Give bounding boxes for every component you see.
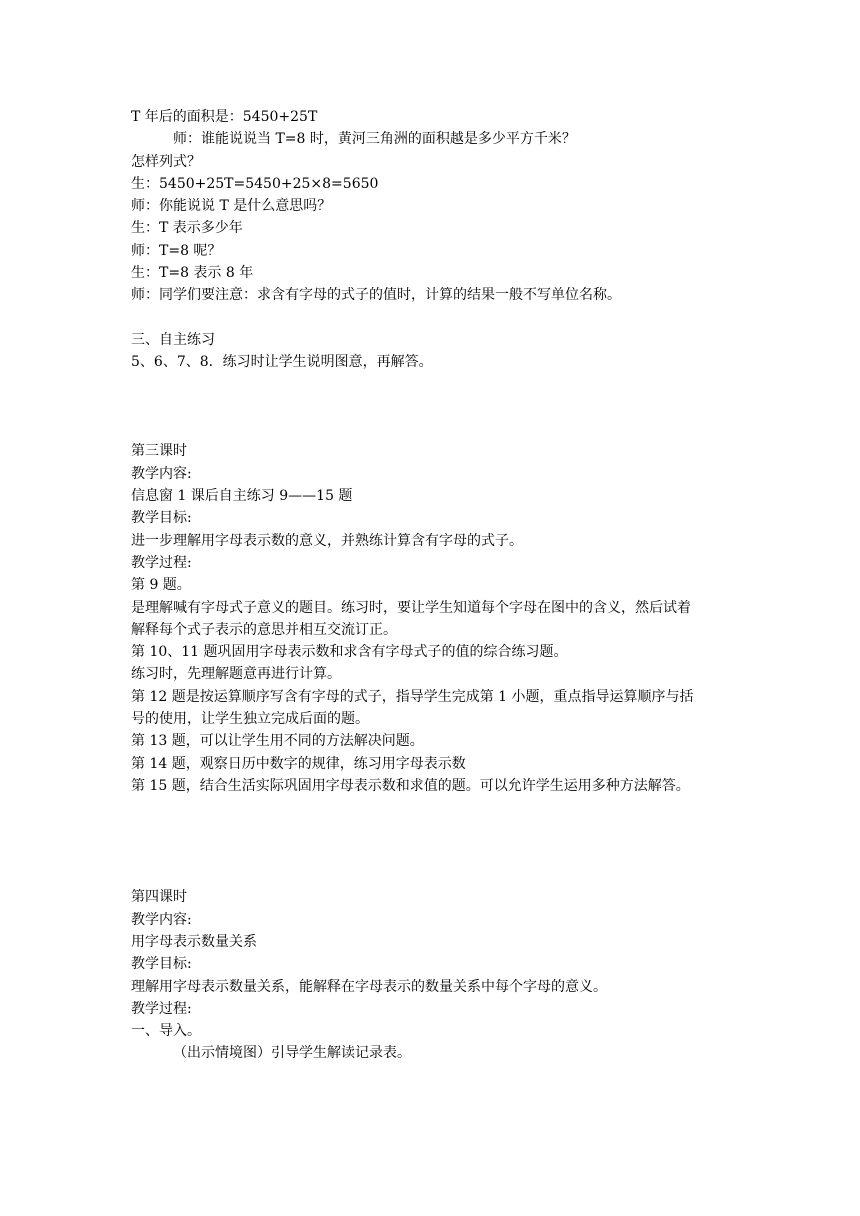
text-line: 教学过程: [131,554,192,571]
spacer [131,797,751,886]
self-practice-section [131,329,751,374]
text-line: 第 13 题，可以让学生用不同的方法解决问题。 [131,733,424,750]
text-line: 一、导入。 [131,1023,201,1040]
text-line: 解释每个式子表示的意思并相互交流订正。 [131,621,397,638]
text-line: 生：T=8 表示 8 年 [131,265,254,282]
text-line: 号的使用，让学生独立完成后面的题。 [131,711,369,728]
text-line: 师：同学们要注意：求含有字母的式子的值时，计算的结果一般不写单位名称。 [131,287,621,304]
text-line: 第 15 题，结合生活实际巩固用字母表示数和求值的题。可以允许学生运用多种方法解答。 [131,777,690,794]
section-heading: 三、自主练习 [131,331,215,348]
text-line: 第 9 题。 [131,577,191,594]
dialogue-section [131,106,751,307]
spacer [131,374,751,441]
text-line: T 年后的面积是：5450+25T [131,109,318,125]
text-line: 教学内容: [131,465,192,482]
text-line: 进一步理解用字母表示数的意义，并熟练计算含有字母的式子。 [131,532,523,549]
text-line: 教学内容: [131,911,192,928]
lesson-three-section [131,440,751,797]
text-line: 用字母表示数量关系 [131,933,257,950]
text-line: 第 10、11 题巩固用字母表示数和求含有字母式子的值的综合练习题。 [131,644,568,661]
text-line: 第 14 题，观察日历中数字的规律，练习用字母表示数 [131,755,466,772]
lesson-four-section [131,886,751,1064]
lesson-title: 第四课时 [131,889,187,906]
text-line: 5、6、7、8．练习时让学生说明图意，再解答。 [131,354,433,371]
text-line: 练习时，先理解题意再进行计算。 [131,666,341,683]
document-page [131,106,751,1065]
text-line: 教学目标: [131,956,192,973]
text-line: 师：T=8 呢？ [131,242,222,259]
text-line: 是理解喊有字母式子意义的题目。练习时，要让学生知道每个字母在图中的含义，然后试着 [131,599,691,616]
text-line: 教学过程: [131,1000,192,1017]
text-line: 生：5450+25T=5450+25×8=5650 [131,175,379,192]
text-line: 师：你能说说 T 是什么意思吗？ [131,198,332,215]
text-line: （出示情境图）引导学生解读记录表。 [173,1045,411,1062]
text-line: 理解用字母表示数量关系，能解释在字母表示的数量关系中每个字母的意义。 [131,978,607,995]
text-line: 怎样列式？ [131,153,201,170]
lesson-title: 第三课时 [131,443,187,460]
text-line: 师：谁能说说当 T=8 时，黄河三角洲的面积越是多少平方千米？ [173,131,576,148]
text-line: 生：T 表示多少年 [131,220,243,237]
text-line: 第 12 题是按运算顺序写含有字母的式子，指导学生完成第 1 小题，重点指导运算顺序与括 [131,688,694,705]
text-line: 教学目标: [131,510,192,527]
spacer [131,307,751,329]
text-line: 信息窗 1 课后自主练习 9——15 题 [131,488,353,505]
